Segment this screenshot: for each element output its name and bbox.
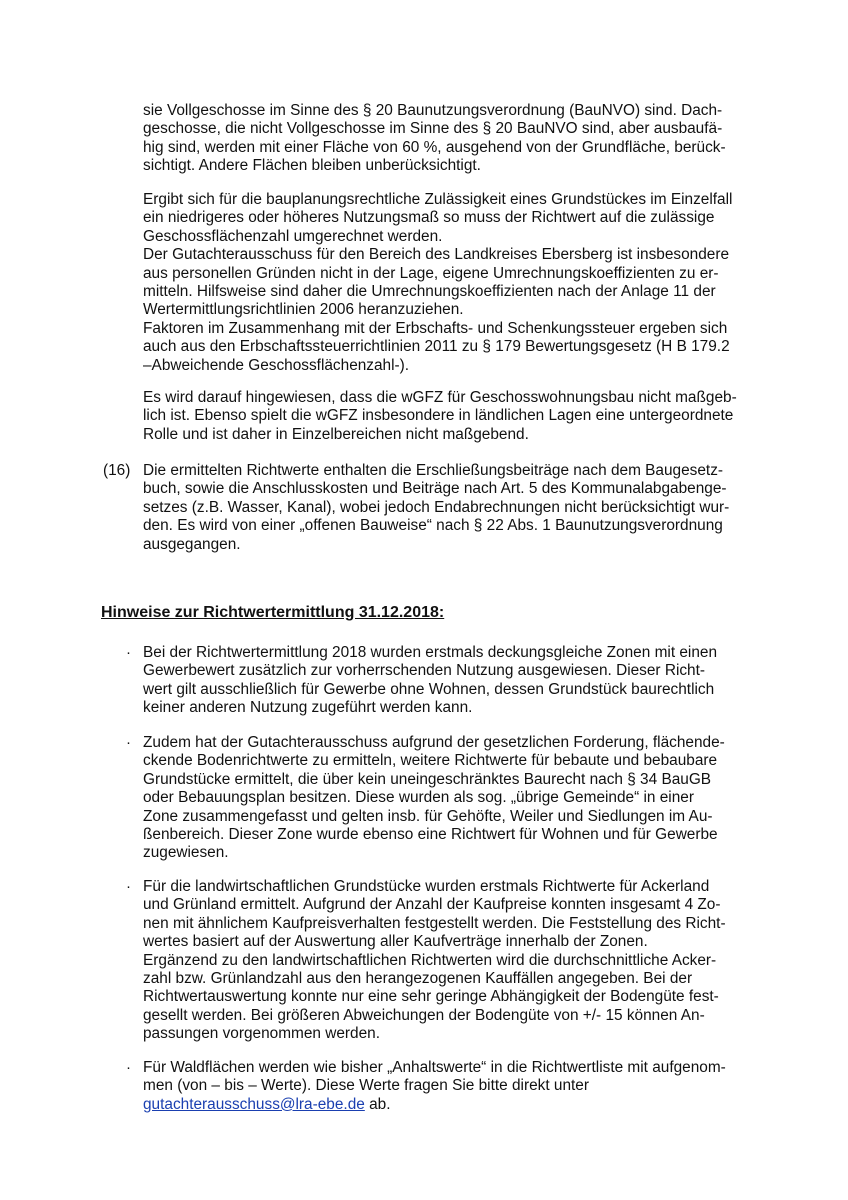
text-line: Es wird darauf hingewiesen, dass die wGFZ für Geschosswohnungsbau nicht maßgeb- (143, 389, 737, 406)
text-line: geschosse, die nicht Vollgeschosse im Sinne des § 20 BauNVO sind, aber ausbaufä- (143, 120, 723, 138)
text-line: lich ist. Ebenso spielt die wGFZ insbesondere in ländlichen Lagen eine untergeordnete (143, 407, 734, 425)
text-line: wertes basiert auf der Auswertung aller Kaufverträge innerhalb der Zonen. (143, 933, 648, 951)
text-line: und Grünland ermittelt. Aufgrund der Anzahl der Kaufpreise konnten insgesamt 4 Zo- (143, 896, 721, 914)
text-line: nen mit ähnlichem Kaufpreisverhalten festgestellt werden. Die Feststellung des Richt- (143, 914, 726, 932)
text-line: aus personellen Gründen nicht in der Lage, eigene Umrechnungskoeffizienten zu er- (143, 264, 719, 282)
email-link[interactable]: gutachterausschuss@lra-ebe.de (143, 1095, 365, 1113)
text-line: keiner anderen Nutzung zugeführt werden kann. (143, 699, 473, 717)
text-line: ckende Bodenrichtwerte zu ermitteln, weitere Richtwerte für bebaute und bebaubare (143, 752, 718, 770)
item-number-label: (16) (103, 462, 131, 479)
text-line: auch aus den Erbschaftssteuerrichtlinien 2011 zu § 179 Bewertungsgesetz (H B 179.2 (143, 338, 730, 356)
email-suffix: ab. (364, 1095, 391, 1113)
bullet-dot-icon: · (126, 734, 131, 751)
text-line: Zone zusammengefasst und gelten insb. für Gehöfte, Weiler und Siedlungen im Au- (143, 807, 713, 825)
bullet-item-waldflaechen (143, 1059, 753, 1114)
text-line: Ergibt sich für die bauplanungsrechtliche Zulässigkeit eines Grundstückes im Einzelfall (143, 191, 733, 208)
text-line: –Abweichende Geschossflächenzahl-). (143, 356, 410, 374)
text-line: den. Es wird von einer „offenen Bauweise“ nach § 22 Abs. 1 Baunutzungsverordnung (143, 517, 723, 535)
text-line: Die ermittelten Richtwerte enthalten die Erschließungsbeiträge nach dem Baugesetz- (143, 462, 724, 479)
text-line: Ergänzend zu den landwirtschaftlichen Richtwerten wird die durchschnittliche Acker- (143, 951, 717, 969)
bullet-dot-icon: · (126, 644, 131, 661)
email-line (143, 1096, 753, 1114)
text-line: buch, sowie die Anschlusskosten und Beiträge nach Art. 5 des Kommunalabgabenge- (143, 480, 727, 498)
text-line: Für Waldflächen werden wie bisher „Anhaltswerte“ in die Richtwertliste mit aufgenom- (143, 1059, 726, 1076)
text-line: Richtwertauswertung konnte nur eine sehr geringe Abhängigkeit der Bodengüte fest- (143, 988, 719, 1006)
bullet-dot-icon: · (126, 1059, 131, 1076)
text-line: mitteln. Hilfsweise sind daher die Umrechnungskoeffizienten nach der Anlage 11 der (143, 283, 716, 301)
text-line: zahl bzw. Grünlandzahl aus den herangezogenen Kauffällen angegeben. Bei der (143, 970, 693, 988)
item-16-text (143, 462, 753, 554)
paragraph-vollgeschosse (143, 102, 753, 176)
text-line: Der Gutachterausschuss für den Bereich des Landkreises Ebersberg ist insbesondere (143, 246, 730, 264)
text-line: Faktoren im Zusammenhang mit der Erbschafts- und Schenkungssteuer ergeben sich (143, 319, 728, 337)
text-line: Zudem hat der Gutachterausschuss aufgrund der gesetzlichen Forderung, flächende- (143, 734, 725, 751)
text-line: ein niedrigeres oder höheres Nutzungsmaß so muss der Richtwert auf die zulässige (143, 209, 715, 227)
bullet-item-uebrige-gemeinde (143, 734, 753, 863)
text-line: men (von – bis – Werte). Diese Werte fragen Sie bitte direkt unter (143, 1077, 589, 1095)
text-line: ßenbereich. Dieser Zone wurde ebenso eine Richtwert für Wohnen und für Gewerbe (143, 826, 718, 844)
text-line: hig sind, werden mit einer Fläche von 60 %, ausgehend von der Grundfläche, berück- (143, 138, 726, 156)
text-line: passungen vorgenommen werden. (143, 1025, 380, 1043)
text-line: Für die landwirtschaftlichen Grundstücke wurden erstmals Richtwerte für Ackerland (143, 878, 710, 895)
text-line: Rolle und ist daher in Einzelbereichen nicht maßgebend. (143, 425, 529, 443)
text-line: ausgegangen. (143, 535, 241, 553)
bullet-item-gewerbe (143, 644, 753, 718)
text-line: gesellt werden. Bei größeren Abweichungen der Bodengüte von +/- 15 können An- (143, 1006, 705, 1024)
bullet-dot-icon: · (126, 878, 131, 895)
section-heading: Hinweise zur Richtwertermittlung 31.12.2018: (101, 604, 445, 621)
text-line: setzes (z.B. Wasser, Kanal), wobei jedoch Endabrechnungen nicht berücksichtigt wur- (143, 498, 730, 516)
text-line: Gewerbewert zusätzlich zur vorherrschenden Nutzung ausgewiesen. Dieser Richt- (143, 662, 706, 680)
paragraph-umrechnung (143, 191, 753, 375)
text-line: oder Bebauungsplan besitzen. Diese wurden als sog. „übrige Gemeinde“ in einer (143, 789, 694, 807)
text-line: Grundstücke ermittelt, die über kein uneingeschränktes Baurecht nach § 34 BauGB (143, 770, 712, 788)
text-line: Wertermittlungsrichtlinien 2006 heranzuziehen. (143, 301, 464, 319)
text-line: Geschossflächenzahl umgerechnet werden. (143, 227, 443, 245)
text-line: Bei der Richtwertermittlung 2018 wurden erstmals deckungsgleiche Zonen mit einen (143, 644, 718, 661)
text-line: wert gilt ausschließlich für Gewerbe ohne Wohnen, dessen Grundstück baurechtlich (143, 680, 715, 698)
bullet-item-landwirtschaft (143, 878, 753, 1044)
text-line: zugewiesen. (143, 844, 229, 862)
text-line: sichtigt. Andere Flächen bleiben unberücksichtigt. (143, 157, 481, 175)
paragraph-wgfz (143, 389, 753, 444)
text-line: sie Vollgeschosse im Sinne des § 20 Baunutzungsverordnung (BauNVO) sind. Dach- (143, 102, 723, 119)
